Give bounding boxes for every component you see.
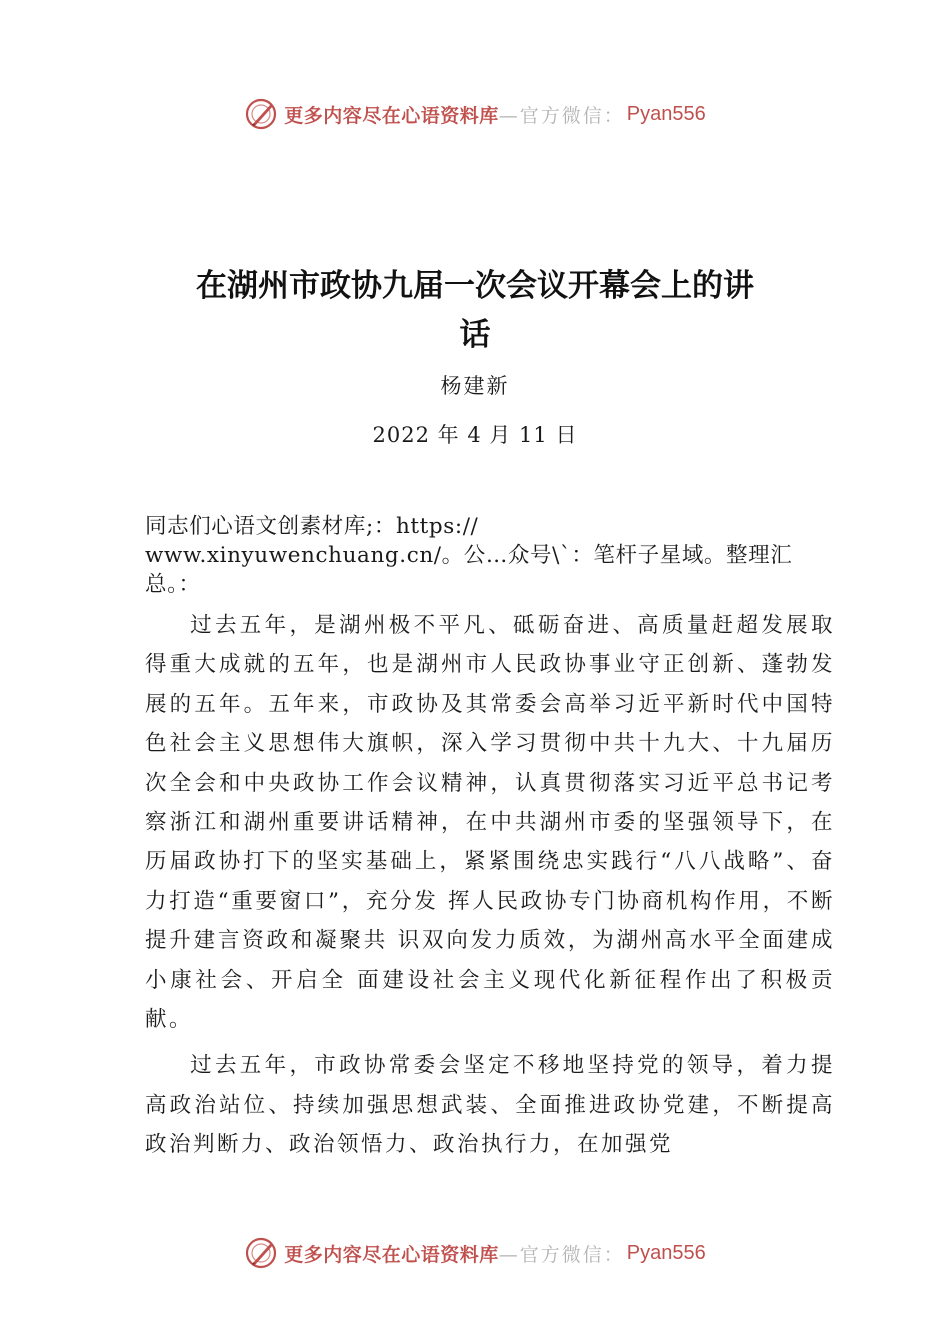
title-line-1: 在湖州市政协九届一次会议开幕会上的讲	[196, 268, 754, 304]
footer-banner	[0, 1233, 950, 1273]
title-line-2: 话	[459, 317, 491, 353]
notice-line: www.xinyuwenchuang.cn/。公…众号\`：笔杆子星域。整理汇	[145, 543, 793, 568]
banner-text-gray: —官方微信：	[498, 1243, 625, 1266]
paragraph: 过去五年，是湖州极不平凡、砥砺奋进、高质量赶超发展取得重大成就的五年，也是湖州市人民政协事业守正创新、蓬勃发展的五年。五年来，市政协及其常委会高举习近平新时代中国特色社会主义思想伟大旗帜，深入学习贯彻中共十九大、十九届历次全会和中央政协工作会议精神，认真贯彻落实习近平总书记考察浙江和湖州重要讲话精神，在中共湖州市委的坚强领导下，在历届政协打下的坚实基础上，紧紧围绕忠实践行“八八战略”、奋力打造“重要窗口”，充分发 挥人民政协专门协商机构作用，不断提升建言资政和凝聚共 识双向发力质效，为湖州高水平全面建成小康社会、开启全 面建设社会主义现代化新征程作出了积极贡献。	[145, 613, 835, 1033]
banner-text-gray: —官方微信：	[498, 104, 625, 127]
banner-wechat-id: Pyan556	[626, 1241, 706, 1264]
notice-line: 同志们心语文创素材库;：https://	[145, 514, 479, 539]
banner-text-red: 更多内容尽在心语资料库	[284, 104, 499, 127]
pen-logo-icon	[244, 97, 278, 131]
banner-wechat-id: Pyan556	[626, 102, 706, 125]
date: 2022 年 4 月 11 日	[372, 423, 578, 447]
banner-text-red: 更多内容尽在心语资料库	[284, 1243, 499, 1266]
author: 杨建新	[440, 374, 510, 398]
document-title	[0, 262, 950, 360]
notice-line: 总。：	[145, 572, 201, 597]
header-banner	[0, 94, 950, 134]
paragraph: 过去五年，市政协常委会坚定不移地坚持党的领导，着力提高政治站位、持续加强思想武装、全面推进政协党建，不断提高政治判断力、政治领悟力、政治执行力，在加强党	[145, 1053, 835, 1158]
document-body	[145, 512, 835, 1165]
source-notice	[145, 512, 835, 599]
pen-logo-icon	[244, 1236, 278, 1270]
